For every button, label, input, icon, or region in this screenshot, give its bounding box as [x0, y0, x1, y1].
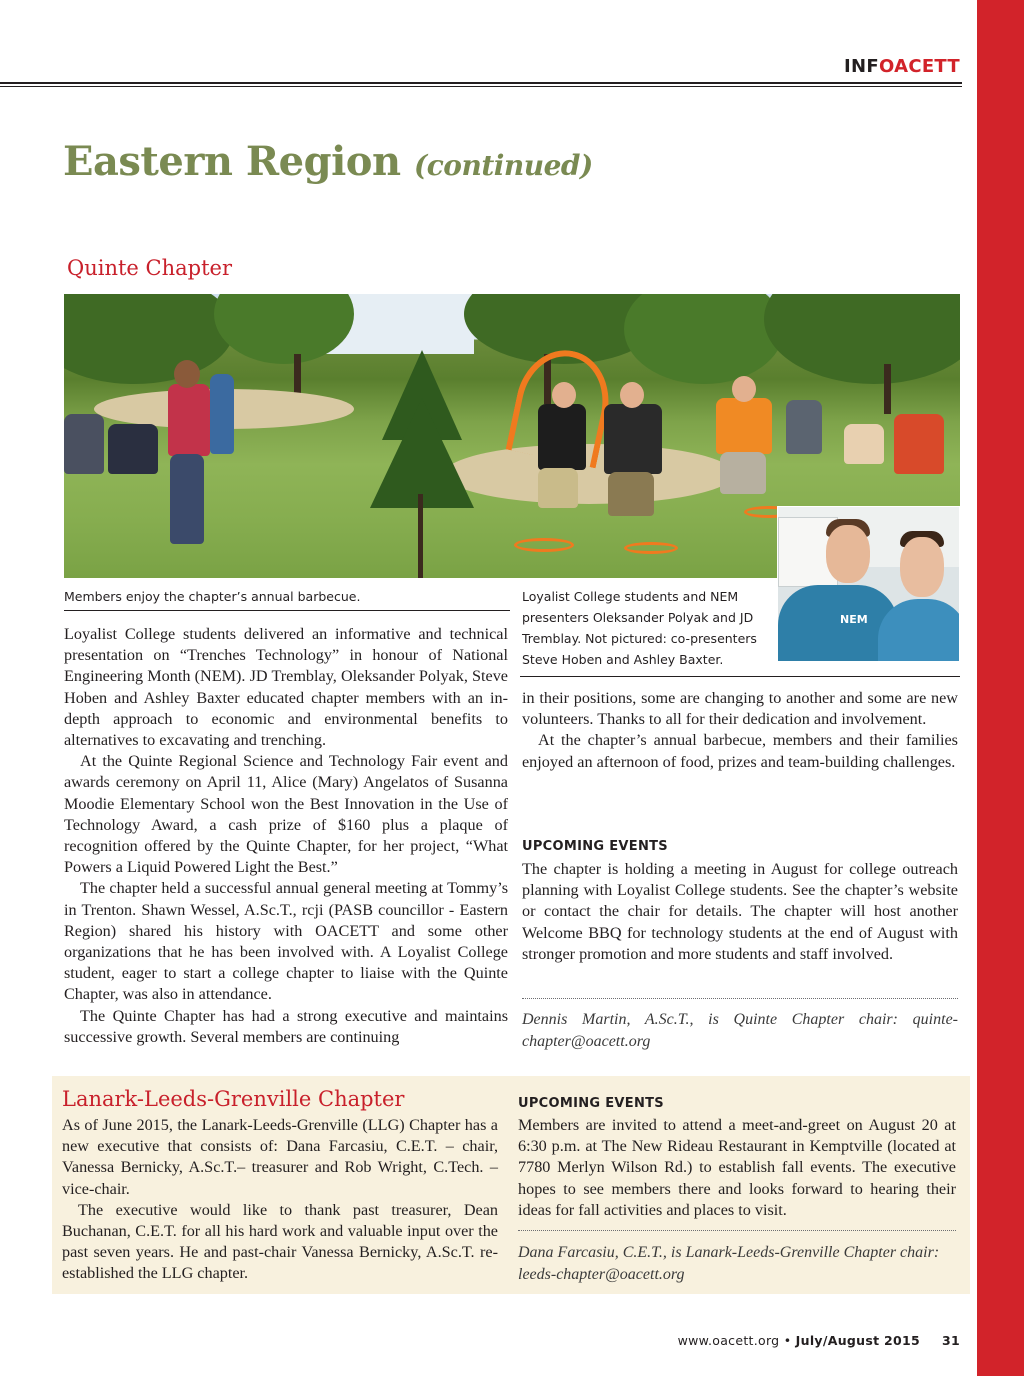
llg-chapter-title: Lanark-Leeds-Grenville Chapter [62, 1087, 405, 1111]
signature-rule [518, 1230, 956, 1231]
photo-hoop [514, 538, 574, 552]
section-title-text: Eastern Region [63, 138, 401, 185]
photo-person [844, 424, 884, 464]
red-edge-bar [977, 0, 1024, 1376]
caption-rule [520, 676, 960, 677]
page-number: 31 [942, 1333, 960, 1348]
llg-signature: Dana Farcasiu, C.E.T., is Lanark-Leeds-Grenville Chapter chair: leeds-chapter@oacett.org [518, 1244, 940, 1283]
photo-pine-trunk [418, 494, 423, 578]
photo-hoop [624, 542, 678, 554]
quinte-right-column [522, 688, 958, 773]
footer-separator: • [783, 1333, 792, 1348]
llg-upcoming-heading: UPCOMING EVENTS [518, 1096, 664, 1111]
inset-caption: Loyalist College students and NEM presenters Oleksander Polyak and JD Tremblay. Not pictured: co-presenters Steve Hoben and Ashley Baxter. [522, 589, 757, 667]
photo-trunk [884, 364, 891, 414]
paragraph: At the Quinte Regional Science and Technology Fair event and awards ceremony on April 11, Alice (Mary) Angelatos of Susanna Moodie Elementary School won the Best Innovation in the Use of Technology Award, a cash prize of $160 plus a plaque of recognition offered by the Quinte Chapter, for her project, “What Powers a Liquid Powered Light the Best.” [64, 752, 508, 877]
quinte-upcoming-text: The chapter is holding a meeting in August for college outreach planning with Loyalist College students. See the chapter’s website or contact the chair for details. The chapter will host another Welcome BBQ for technology students at the end of August with stronger promotion and more students and staff involved. [522, 860, 958, 963]
presenters-inset-photo [777, 506, 960, 662]
paragraph: The executive would like to thank past treasurer, Dean Buchanan, C.E.T. for all his hard work and valuable input over the past seven years. He and past-chair Vanessa Bernicky, A.Sc.T. re-established the LLG chapter. [62, 1200, 498, 1283]
photo-person-head [732, 376, 756, 402]
photo-person-head [552, 382, 576, 408]
paragraph: The chapter held a successful annual general meeting at Tommy’s in Trenton. Shawn Wessel, A.Sc.T., rcji (PASB councillor - Eastern Region) shared his history with OACETT and some other organizations that he has been involved with. A Loyalist College student, eager to start a college chapter to liaise with the Quinte Chapter, was also in attendance. [64, 879, 508, 1004]
photo-person [604, 404, 662, 474]
photo-person-shorts [720, 452, 766, 494]
inset-nem-logo: NEM [840, 613, 868, 626]
llg-left-column [62, 1115, 498, 1285]
caption-rule [64, 610, 510, 611]
photo-person [168, 384, 210, 456]
photo-trunk [294, 354, 301, 394]
paragraph: As of June 2015, the Lanark-Leeds-Grenville (LLG) Chapter has a new executive that consists of: Dana Farcasiu, C.E.T. – chair, Vanessa Bernicky, A.Sc.T.– treasurer and Rob Wright, C.Tech. – vice-chair. [62, 1116, 498, 1198]
section-title [63, 138, 593, 185]
quinte-chapter-title: Quinte Chapter [67, 256, 232, 280]
footer-issue: July/August 2015 [795, 1333, 920, 1348]
llg-upcoming-text: Members are invited to attend a meet-and-greet on August 20 at 6:30 p.m. at The New Rideau Restaurant in Kemptville (located at 7780 Merlyn Wilson Rd.) to establish fall events. The executive hopes to see members there and looks forward to hearing their ideas for fall activities and places to visit. [518, 1116, 956, 1219]
footer-url: www.oacett.org [677, 1333, 780, 1348]
masthead [844, 56, 960, 77]
photo-person [210, 374, 234, 454]
header-rule [0, 82, 962, 87]
masthead-inf: INF [844, 56, 879, 77]
photo-person-shorts [608, 472, 654, 516]
photo-tree [64, 294, 234, 384]
paragraph: Loyalist College students delivered an informative and technical presentation on “Trenches Technology” in honour of National Engineering Month (NEM). JD Tremblay, Oleksander Polyak, Steve Hoben and Ashley Baxter educated chapter members with an in-depth approach to economic and environmental benefits to alternatives to excavating and trenching. [64, 625, 508, 750]
photo-person-legs [170, 454, 204, 544]
photo-tree [624, 294, 784, 384]
photo-chair [894, 414, 944, 474]
paragraph: The Quinte Chapter has had a strong executive and maintains successive growth. Several members are continuing [64, 1006, 508, 1046]
page-footer [678, 1333, 960, 1348]
paragraph: in their positions, some are changing to another and some are new volunteers. Thanks to all for their dedication and involvement. [522, 689, 958, 729]
photo-person [64, 414, 104, 474]
photo-person-head [620, 382, 644, 408]
photo-person [108, 424, 158, 474]
section-title-continued: (continued) [414, 149, 593, 182]
masthead-oacett: OACETT [878, 56, 960, 77]
quinte-left-column [64, 624, 508, 1048]
quinte-signature: Dennis Martin, A.Sc.T., is Quinte Chapter chair: quinte-chapter@oacett.org [522, 1011, 958, 1050]
photo-person [786, 400, 822, 454]
photo-person [538, 404, 586, 470]
photo-pine [370, 398, 474, 508]
inset-person-face [900, 537, 944, 597]
photo-person-head [174, 360, 200, 388]
photo-person [716, 398, 772, 454]
photo-person-shorts [538, 468, 578, 508]
signature-rule [522, 998, 958, 999]
paragraph: At the chapter’s annual barbecue, members and their families enjoyed an afternoon of food, prizes and team-building challenges. [522, 731, 958, 771]
inset-person-shirt [878, 599, 960, 662]
inset-person-face [826, 525, 870, 583]
quinte-upcoming-heading: UPCOMING EVENTS [522, 839, 668, 854]
photo-caption: Members enjoy the chapter’s annual barbecue. [64, 589, 361, 604]
photo-tree [764, 294, 960, 384]
